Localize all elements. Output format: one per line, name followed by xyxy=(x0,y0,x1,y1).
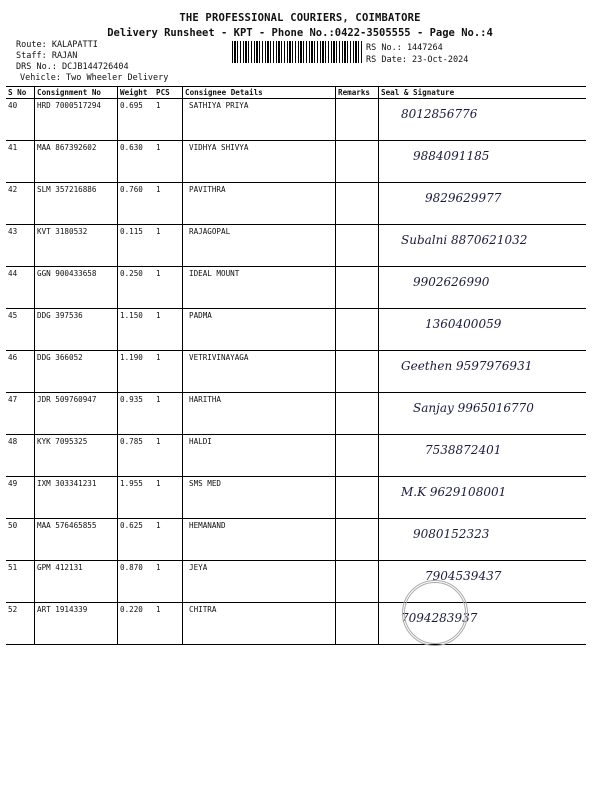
cell-consignee: HEMANAND xyxy=(183,519,336,561)
cell-pcs: 1 xyxy=(154,435,183,477)
handwritten-signature: 9080152323 xyxy=(413,527,490,541)
cell-weight: 1.190 xyxy=(118,351,155,393)
cell-signature xyxy=(379,351,587,393)
cell-consignment: GGN 900433658 xyxy=(35,267,118,309)
cell-sno: 51 xyxy=(6,561,35,603)
cell-sno: 41 xyxy=(6,141,35,183)
rs-number: RS No.: 1447264 xyxy=(366,43,443,53)
cell-sno: 49 xyxy=(6,477,35,519)
cell-consignee: RAJAGOPAL xyxy=(183,225,336,267)
cell-consignment: ART 1914339 xyxy=(35,603,118,645)
table-row xyxy=(6,309,586,351)
table-row xyxy=(6,225,586,267)
cell-consignee: CHITRA xyxy=(183,603,336,645)
cell-consignee: PAVITHRA xyxy=(183,183,336,225)
cell-remarks xyxy=(336,561,379,603)
delivery-table xyxy=(6,86,586,645)
cell-pcs: 1 xyxy=(154,183,183,225)
cell-consignment: KVT 3180532 xyxy=(35,225,118,267)
cell-sno: 50 xyxy=(6,519,35,561)
cell-sno: 52 xyxy=(6,603,35,645)
table-row xyxy=(6,477,586,519)
cell-remarks xyxy=(336,309,379,351)
cell-signature xyxy=(379,267,587,309)
rs-date: RS Date: 23-Oct-2024 xyxy=(366,55,469,65)
drs-label: DRS No.: DCJB144726404 xyxy=(16,62,129,72)
cell-signature xyxy=(379,99,587,141)
cell-pcs: 1 xyxy=(154,141,183,183)
cell-weight: 1.150 xyxy=(118,309,155,351)
cell-weight: 0.220 xyxy=(118,603,155,645)
cell-remarks xyxy=(336,141,379,183)
cell-pcs: 1 xyxy=(154,99,183,141)
cell-weight: 1.955 xyxy=(118,477,155,519)
table-row xyxy=(6,435,586,477)
cell-signature xyxy=(379,309,587,351)
cell-remarks xyxy=(336,519,379,561)
table-row xyxy=(6,99,586,141)
cell-pcs: 1 xyxy=(154,519,183,561)
cell-weight: 0.250 xyxy=(118,267,155,309)
col-weight: Weight xyxy=(118,87,155,99)
cell-weight: 0.695 xyxy=(118,99,155,141)
cell-consignee: IDEAL MOUNT xyxy=(183,267,336,309)
cell-consignee: SATHIYA PRIYA xyxy=(183,99,336,141)
col-consignment: Consignment No xyxy=(35,87,118,99)
handwritten-signature: 9829629977 xyxy=(425,191,502,205)
col-signature: Seal & Signature xyxy=(379,87,587,99)
handwritten-signature: 7094283937 xyxy=(401,611,478,625)
cell-sno: 47 xyxy=(6,393,35,435)
cell-consignee: VIDHYA SHIVYA xyxy=(183,141,336,183)
barcode xyxy=(232,41,362,63)
cell-sno: 48 xyxy=(6,435,35,477)
handwritten-signature: 7538872401 xyxy=(425,443,502,457)
cell-consignee: HARITHA xyxy=(183,393,336,435)
cell-consignment: DDG 366052 xyxy=(35,351,118,393)
cell-sno: 44 xyxy=(6,267,35,309)
handwritten-signature: Subalni 8870621032 xyxy=(401,233,528,247)
cell-consignment: SLM 357216886 xyxy=(35,183,118,225)
cell-signature xyxy=(379,393,587,435)
cell-weight: 0.625 xyxy=(118,519,155,561)
cell-pcs: 1 xyxy=(154,603,183,645)
cell-weight: 0.785 xyxy=(118,435,155,477)
cell-signature xyxy=(379,183,587,225)
cell-weight: 0.630 xyxy=(118,141,155,183)
cell-consignment: GPM 412131 xyxy=(35,561,118,603)
col-remarks: Remarks xyxy=(336,87,379,99)
cell-signature xyxy=(379,519,587,561)
table-row xyxy=(6,183,586,225)
cell-pcs: 1 xyxy=(154,561,183,603)
cell-pcs: 1 xyxy=(154,351,183,393)
cell-consignment: MAA 576465855 xyxy=(35,519,118,561)
handwritten-signature: 8012856776 xyxy=(401,107,478,121)
cell-consignment: HRD 7000517294 xyxy=(35,99,118,141)
table-row xyxy=(6,519,586,561)
cell-remarks xyxy=(336,225,379,267)
table-row xyxy=(6,267,586,309)
cell-consignee: SMS MED xyxy=(183,477,336,519)
cell-remarks xyxy=(336,351,379,393)
cell-remarks xyxy=(336,435,379,477)
cell-pcs: 1 xyxy=(154,477,183,519)
cell-weight: 0.115 xyxy=(118,225,155,267)
cell-sno: 45 xyxy=(6,309,35,351)
cell-consignment: JDR 509760947 xyxy=(35,393,118,435)
cell-signature xyxy=(379,141,587,183)
col-consignee: Consignee Details xyxy=(183,87,336,99)
runsheet-title: THE PROFESSIONAL COURIERS, COIMBATORE xyxy=(179,12,421,24)
handwritten-signature: Sanjay 9965016770 xyxy=(413,401,534,415)
cell-sno: 46 xyxy=(6,351,35,393)
staff-label: Staff: RAJAN xyxy=(16,51,78,61)
cell-sno: 42 xyxy=(6,183,35,225)
cell-remarks xyxy=(336,99,379,141)
table-row xyxy=(6,603,586,645)
handwritten-signature: Geethen 9597976931 xyxy=(401,359,533,373)
table-row xyxy=(6,393,586,435)
cell-remarks xyxy=(336,477,379,519)
vehicle-label: Vehicle: Two Wheeler Delivery xyxy=(20,73,169,83)
cell-signature xyxy=(379,435,587,477)
table-row xyxy=(6,561,586,603)
cell-weight: 0.935 xyxy=(118,393,155,435)
handwritten-signature: 7904539437 xyxy=(425,569,502,583)
cell-consignment: MAA 867392602 xyxy=(35,141,118,183)
col-sno: S No xyxy=(6,87,35,99)
cell-sno: 40 xyxy=(6,99,35,141)
cell-weight: 0.760 xyxy=(118,183,155,225)
cell-remarks xyxy=(336,183,379,225)
table-row xyxy=(6,141,586,183)
cell-signature xyxy=(379,225,587,267)
cell-consignment: DDG 397536 xyxy=(35,309,118,351)
cell-remarks xyxy=(336,267,379,309)
cell-sno: 43 xyxy=(6,225,35,267)
handwritten-signature: 9884091185 xyxy=(413,149,490,163)
handwritten-signature: 1360400059 xyxy=(425,317,502,331)
cell-signature xyxy=(379,477,587,519)
cell-remarks xyxy=(336,603,379,645)
cell-pcs: 1 xyxy=(154,309,183,351)
runsheet-subtitle: Delivery Runsheet - KPT - Phone No.:0422-3505555 - Page No.:4 xyxy=(107,27,493,39)
table-row xyxy=(6,351,586,393)
cell-pcs: 1 xyxy=(154,225,183,267)
cell-consignee: PADMA xyxy=(183,309,336,351)
cell-consignee: HALDI xyxy=(183,435,336,477)
seal-stamp xyxy=(402,580,468,646)
cell-pcs: 1 xyxy=(154,393,183,435)
col-pcs: PCS xyxy=(154,87,183,99)
cell-consignee: JEYA xyxy=(183,561,336,603)
handwritten-signature: 9902626990 xyxy=(413,275,490,289)
cell-consignment: IXM 303341231 xyxy=(35,477,118,519)
cell-weight: 0.870 xyxy=(118,561,155,603)
route-label: Route: KALAPATTI xyxy=(16,40,98,50)
cell-consignment: KYK 7095325 xyxy=(35,435,118,477)
cell-pcs: 1 xyxy=(154,267,183,309)
handwritten-signature: M.K 9629108001 xyxy=(401,485,507,499)
cell-remarks xyxy=(336,393,379,435)
cell-consignee: VETRIVINAYAGA xyxy=(183,351,336,393)
